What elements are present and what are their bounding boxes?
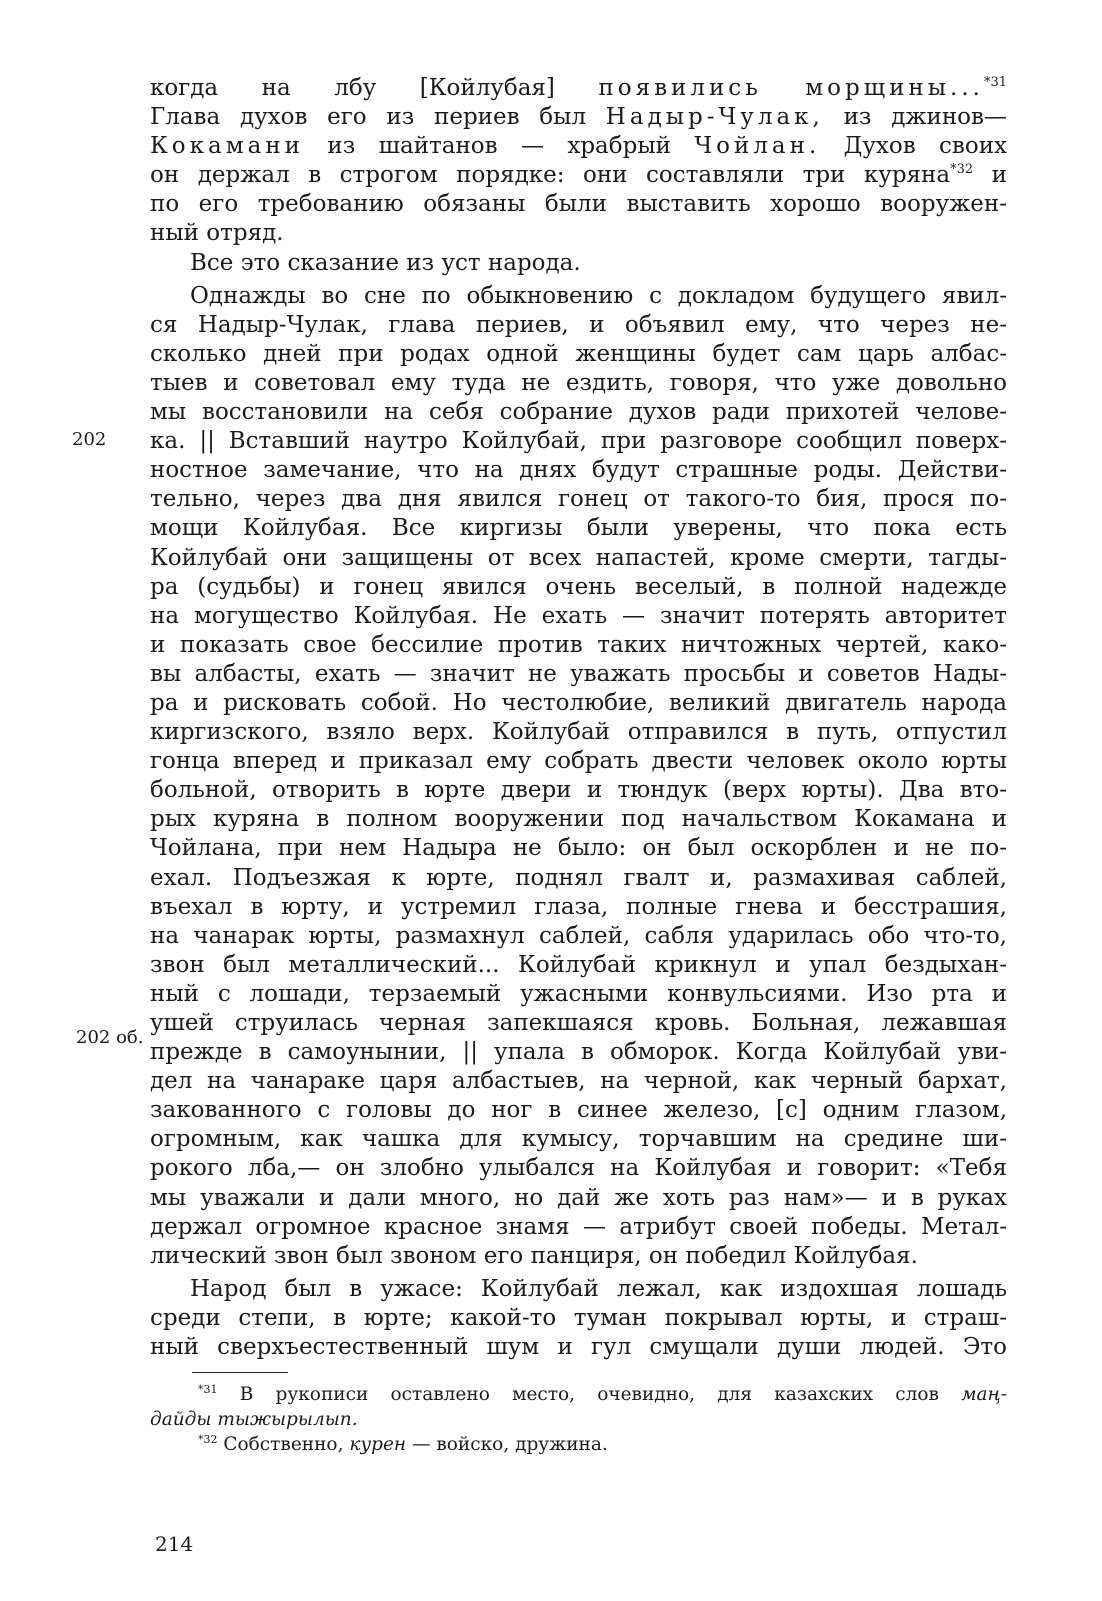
- text-line-14: ностное замечание, что на днях будут страшные роды. Действи-: [150, 457, 1007, 484]
- text-line-8: Однажды во сне по обыкновению с докладом будущего явил-: [190, 282, 1007, 309]
- text-line-22: ра и рисковать собой. Но честолюбие, великий двигатель народа: [150, 689, 1007, 716]
- text-line-24: гонца вперед и приказал ему собрать двести человек около юрты: [150, 748, 1007, 775]
- text-line-7: Все это сказание из уст народа.: [190, 249, 581, 276]
- margin-folio-202-verso: 202 об.: [76, 1027, 144, 1048]
- text-line-18: ра (судьбы) и гонец явился очень веселый, в полной надежде: [150, 573, 1007, 600]
- text-line-5: по его требованию обязаны были выставить хорошо вооружен-: [150, 191, 1007, 218]
- text-line-40: держал огромное красное знамя — атрибут своей победы. Метал-: [150, 1213, 1007, 1240]
- text-line-33: ушей струилась черная запекшаяся кровь. Больная, лежавшая: [150, 1010, 1007, 1036]
- text-line-37: огромным, как чашка для кумысу, торчавшим на средине ши-: [150, 1126, 1007, 1153]
- text-line-9: ся Надыр-Чулак, глава периев, и объявил ему, что через не-: [150, 311, 1007, 338]
- footnote-31-line-2: [150, 1407, 1007, 1432]
- text-line-10: сколько дней при родах одной женщины будет сам царь албас-: [150, 340, 1007, 367]
- footnote-31-line-1: $^{*31}$ В рукописи оставлено место, очевидно, для казахских слов маң-: [198, 1383, 1007, 1405]
- text-line-38: рокого лба,— он злобно улыбался на Койлубая и говорит: «Тебя: [150, 1155, 1007, 1182]
- text-line-21: вы албасты, ехать — значит не уважать просьбы и советов Нады-: [150, 660, 1007, 687]
- text-line-43: среди степи, в юрте; какой-то туман покрывал юрты, и страш-: [150, 1304, 1007, 1331]
- margin-folio-202: 202: [72, 429, 107, 450]
- text-line-19: на могущество Койлубая. Не ехать — значит потерять авторитет: [150, 602, 1007, 629]
- text-line-30: на чанарак юрты, размахнул саблей, сабля ударилась обо что-то,: [150, 922, 1007, 949]
- text-line-17: Койлубай они защищены от всех напастей, кроме смерти, тагды-: [150, 544, 1007, 571]
- text-line-44: ный сверхъестественный шум и гул смущали души людей. Это: [150, 1334, 1007, 1361]
- text-line-32: ный с лошади, терзаемый ужасными конвульсиями. Изо рта и: [150, 980, 1007, 1007]
- text-line-42: Народ был в ужасе: Койлубай лежал, как издохшая лошадь: [190, 1275, 1007, 1302]
- text-line-36: закованного с головы до ног в синее железо, [с] одним глазом,: [150, 1097, 1007, 1124]
- text-line-11: тыев и советовал ему туда не ездить, говоря, что уже довольно: [150, 369, 1007, 396]
- text-line-26: рых куряна в полном вооружении под начальством Кокамана и: [150, 806, 1007, 833]
- text-line-2: Глава духов его из периев был Надыр-Чулак, из джинов—: [150, 104, 1007, 131]
- text-line-39: мы уважали и дали много, но дай же хоть раз нам»— и в руках: [150, 1184, 1007, 1211]
- text-line-28: ехал. Подъезжая к юрте, поднял гвалт и, размахивая саблей,: [150, 864, 1007, 891]
- page-number: 214: [155, 1532, 194, 1556]
- text-line-6: ный отряд.: [150, 220, 284, 247]
- text-line-23: киргизского, взяло верх. Койлубай отправился в путь, отпустил: [150, 719, 1007, 746]
- footnotes: [150, 1382, 1007, 1457]
- main-text: [150, 74, 1007, 1362]
- footnote-31-kazakh: дайды тыжырылып.: [150, 1409, 358, 1430]
- text-line-27: Чойлана, при нем Надыра не было: он был оскорблен и не по-: [150, 835, 1007, 862]
- text-line-16: мощи Койлубая. Все киргизы были уверены, что пока есть: [150, 515, 1007, 542]
- footnote-divider: [192, 1372, 288, 1373]
- text-line-15: тельно, через два дня явился гонец от такого-то бия, прося по-: [150, 486, 1007, 513]
- text-line-35: дел на чанараке царя албастыев, на черной, как черный бархат,: [150, 1068, 1007, 1095]
- text-line-3: Кокамани из шайтанов — храбрый Чойлан. Духов своих: [150, 133, 1007, 160]
- text-line-41: лический звон был звоном его панциря, он победил Койлубая.: [150, 1242, 918, 1269]
- text-line-34: прежде в самоунынии, || упала в обморок. Когда Койлубай уви-: [150, 1039, 1007, 1066]
- text-line-1: когда на лбу [Койлубая] появились морщины...$^{*31}$: [150, 75, 1007, 101]
- text-line-4: он держал в строгом порядке: они составляли три куряна$^{*32}$ и: [150, 162, 1007, 189]
- footnote-32: $^{*32}$ Собственно, курен — войско, дружина.: [198, 1433, 608, 1455]
- text-line-12: мы восстановили на себя собрание духов ради прихотей челове-: [150, 399, 1007, 426]
- text-line-31: звон был металлический... Койлубай крикнул и упал бездыхан-: [150, 951, 1007, 978]
- text-line-20: и показать свое бессилие против таких ничтожных чертей, како-: [150, 631, 1007, 658]
- text-line-29: въехал в юрту, и устремил глаза, полные гнева и бесстрашия,: [150, 893, 1007, 920]
- text-line-13: ка. || Вставший наутро Койлубай, при разговоре сообщил поверх-: [150, 428, 1007, 455]
- text-line-25: больной, отворить в юрте двери и тюндук (верх юрты). Два вто-: [150, 777, 1007, 804]
